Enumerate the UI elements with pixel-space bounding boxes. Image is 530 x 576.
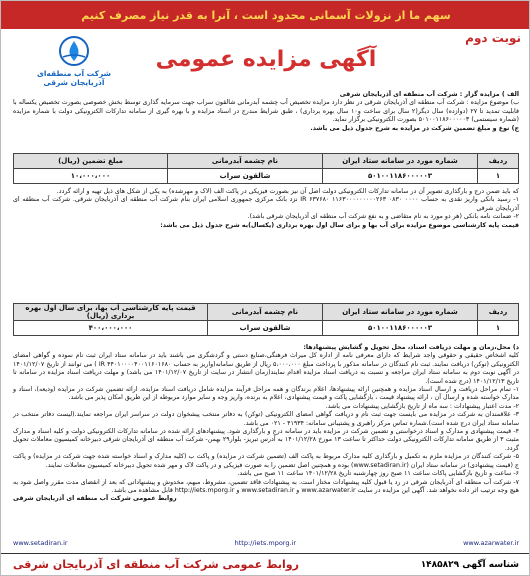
table-header: ردیف <box>478 304 519 321</box>
table-header: مبلغ تضمین (ریال) <box>14 154 168 169</box>
table-header: نام چشمه آبدرمانی <box>168 154 323 169</box>
page-title: آگهی مزایده عمومی <box>155 47 377 72</box>
footer <box>1 533 530 575</box>
tender-subject: ب) موضوع مزایده : شرکت آب منطقه ای آذربایجان شرقی در نظر دارد مزایده تخصیص آب چشمه آبدرمانی شالقون سراب جهت سرمایه گذاری توسط بخش خصوصی بصورت تخصیص یکساله با قابلیت تمدید تا ۲۷ (دوازده) سال دیگر(۲ سال برای ساخت و۱۰ سال بهره برداری) ، طبق شرایط مندرج در اسناد مزایده و با بهره گیری از سامانه تدارکات الکترونیکی دولت با شماره مزایده (شماره سیستمی) ۵۰۱۰۰۱۱۸۶۰۰۰۰۰۳ بصورت الکترونیکی برگزار نماید. <box>13 99 519 124</box>
turn-label: نوبت دوم <box>465 31 521 45</box>
table-cell: شالقون سراب <box>208 321 323 336</box>
link-setadiran[interactable]: www.setadiran.ir <box>13 539 68 547</box>
table-cell: ۵۰۱۰۰۱۱۸۶۰۰۰۰۰۳ <box>323 321 478 336</box>
paragraph: کلیه اشخاص حقیقی و حقوقی واجد شرایط که دارای معرفی نامه از اداره کل میراث فرهنگی،صنایع دستی و گردشگری می باشند باید در سامانه ستاد ایران ثبت نام نموده و گواهی امضای الکترونیکی (توکن) دریافت نمایند. ثبت نام کنندگان در سامانه مذکور با پرداخت مبلغ ۵،۰۰۰،۰۰۰ ریال از طریق سامانه(واریز به حساب IR ۴۴۰۱۰۰۰۰۴۰۰۱۱۶۰۱۶۸۰ ) می توانند از تاریخ ۱۴۰۱/۱۲/۰۷ در آگهی نوبت دوم به سامانه ستاد ایران مراجعه و نسبت به دریافت اسناد مزایده اقدام نمایند(زمان انتشار در سایت از تاریخ ۱۴۰۱/۱۲/۰۷ می باشد) و مهلت دریافت اسناد مزایده در سامانه تا تاریخ ۱۴۰۱/۱۲/۱۳ (درج شده است). <box>13 352 519 385</box>
tender-organizer: الف ) مزایده گزار : شرکت آب منطقه ای آذربایجان شرقی <box>339 91 519 98</box>
table-header: شماره مورد در سامانه ستاد ایران <box>323 154 478 169</box>
paragraph: ۵- شرکت کنندگان در مزایده ملزم به تکمیل و بارگذاری کلیه مدارک مربوط به پاکت الف (تضمین شرکت در مزایده) و پاکت ب (کلیه مدارک و اسناد خواسته شده جهت شرکت در مزایده) و پاکت ج (قیمت پیشنهادی) در سامانه ستاد ایران (www.setadiran.ir) بوده و همچنین اصل تضمین را به صورت فیزیکی و در پاکت لاک و مهر شده تحویل دبیرخانه کمیسیون معاملات نمایند. <box>13 453 519 469</box>
paragraph: ۶- ساعت و تاریخ بازگشایی پاکات ساعت ۱۱ صبح روز چهارشنبه تاریخ ۱۴۰۱/۱۲/۲۸ ساعت ۱۱ صبح می باشد. <box>237 470 519 478</box>
payment-section <box>13 188 519 300</box>
table-cell: شالقون سراب <box>168 169 323 184</box>
table-header: نام چشمه آبدرمانی <box>208 304 323 321</box>
public-relations: روابط عمومی شرکت آب منطقه ای آذربایجان شرقی <box>13 558 299 571</box>
ad-id: شناسه آگهی ۱۴۸۵۸۲۹ <box>420 559 519 570</box>
paragraph: ۷- شرکت آب منطقه ای آذربایجان شرقی در رد یا قبول کلیه پیشنهادات مختار است. به پیشنهادات فاقد تضمین، مشروط، مبهم، مخدوش و پیشنهاداتی که بعد از انقضای مدت مقرر واصل شود به هیچ وجه ترتیب اثر داده نخواهد شد. آگهی این مزایده در سایت www.azarwater.ir و www.setadiran.ir و http://iets.mporg.ir قابل مشاهده می باشد. <box>13 478 519 494</box>
paragraph: که باید ضمن درج و بارگذاری تصویر آن در سامانه تدارکات الکترونیکی دولت اصل آن نیز بصورت فیزیکی در پاکت الف (لاک و مهرشده) به یکی از شکل های ذیل تهیه و ارائه گردد. <box>56 188 519 195</box>
guarantee-note: ج) نوع و مبلغ تضمین شرکت در مزایده به شرح جدول ذیل می باشد. <box>310 124 519 132</box>
paragraph: قیمت پایه کارشناسی موضوع مزایده برای آب بها و برای سال اول بهره برداری (یکسال)به شرح جدول ذیل می باشد: <box>160 221 519 229</box>
company-logo-text: شرکت آب منطقه‌ای آذربایجان شرقی <box>36 69 112 87</box>
table-header: قیمت پایه کارشناسی آب بها، برای سال اول بهره برداری (ریال) <box>14 304 208 321</box>
table-cell: ۱ <box>478 169 519 184</box>
intro-section <box>13 91 519 151</box>
company-logo <box>19 35 129 85</box>
closing-signature: روابط عمومی شرکت آب منطقه ای آذربایجان شرقی <box>13 495 177 503</box>
paragraph: د) محل،زمان و مهلت دریافت اسناد، محل تحویل و گشایش پیشنهادها: <box>303 344 519 351</box>
table-cell: ۱ <box>478 321 519 336</box>
paragraph: ۴- قیمت پیشنهادی و مدارک و اسناد درخواستی و تضمین شرکت در مزایده باید در سامانه درج و بارگذاری شود. پیشنهادهای ارائه شده در سامانه تدارکات الکترونیکی دولت و کلیه اسناد و مدارک مثبت ۳ از طریق سامانه تدارکات الکترونیکی دولت حداکثر تا ساعت ۱۳ مورخ ۱۴۰۱/۱۲/۲۸ به آدرس تبریز- بلوار۲۹ بهمن- شرکت آب منطقه ای آذربایجان شرقی دبیرخانه کمیسیون معاملات تحویل گردد. <box>13 428 519 452</box>
water-saving-banner: سهم ما از نزولات آسمانی محدود است ، آنرا به قدر نیاز مصرف کنیم <box>1 1 530 29</box>
paragraph: ۱- تمام مراحل دریافت و ارسال اسناد مزایده و همچنین ارائه پیشنهادها، اعلام برندگان و همه مراحل فرآیند مزایده شامل دریافت اسناد مزایده، ارائه تضمین شرکت در مزایده (ودیعه)، اسناد و مدارک خواسته شده و ارسال آن ، ارائه پیشنهاد قیمت ، بازگشایی پاکت و قیمت پیشنهادی، اعلام به برنده، واریز وجه و سایر موارد مربوطه از این طریق امکان پذیر می باشد. <box>13 386 519 402</box>
paragraph: ۳- علاقمندان به شرکت در مزایده می بایست جهت ثبت نام و دریافت گواهی امضای الکترونیکی (توکن) به دفاتر منتخب پیشخوان دولت در سراسر ایران مراجعه نمایند.(لیست دفاتر منتخب در سامانه ستاد ایران درج شده است).شماره تماس مرکز راهبری و پشتیبانی سامانه: ۴۱۹۳۴ - ۰۲۱ می باشد. <box>13 411 519 427</box>
conditions-section <box>13 344 519 534</box>
water-company-logo-icon <box>57 35 91 67</box>
table-header: شماره مورد در سامانه ستاد ایران <box>323 304 478 321</box>
guarantee-table <box>13 153 519 184</box>
table-row <box>14 321 519 336</box>
paragraph: ۱- رسید بانکی واریز نقدی به حساب IR ۶۳۷۶۸۰ ۱۱۶۳۰۰۰۰۰۰۰۰۰۲۶۳ ۰۸۳۰ ۰۰۰۰ نزد بانک مرکزی جمهوری اسلامی ایران بنام شرکت آب منطقه ای آذربایجان شرقی. شرکت آب منطقه ای آذربایجان شرقی <box>13 196 520 212</box>
footer-links <box>1 533 530 553</box>
link-azarwater[interactable]: www.azarwater.ir <box>463 539 519 547</box>
table-header: ردیف <box>478 154 519 169</box>
table-row <box>14 169 519 184</box>
base-price-table <box>13 303 519 336</box>
link-iets[interactable]: http://iets.mporg.ir <box>234 539 297 547</box>
paragraph: ۲- ضمانت نامه بانکی (هر دو مورد به نام متقاضی و به نفع شرکت آب منطقه ای آذربایجان شرقی باشد). <box>247 213 519 221</box>
footer-bar <box>1 553 530 575</box>
table-cell: ۵۰۱۰۰۱۱۸۶۰۰۰۰۰۳ <box>323 169 478 184</box>
table-cell: ۱۰،۰۰۰،۰۰۰ <box>14 169 168 184</box>
table-cell: ۴۰۰،۰۰۰،۰۰۰ <box>14 321 208 336</box>
paragraph: ۲- مدت اعتبار پیشنهادات : سه ماه از تاریخ بازگشایی پیشنهادات می باشد. <box>325 402 519 410</box>
